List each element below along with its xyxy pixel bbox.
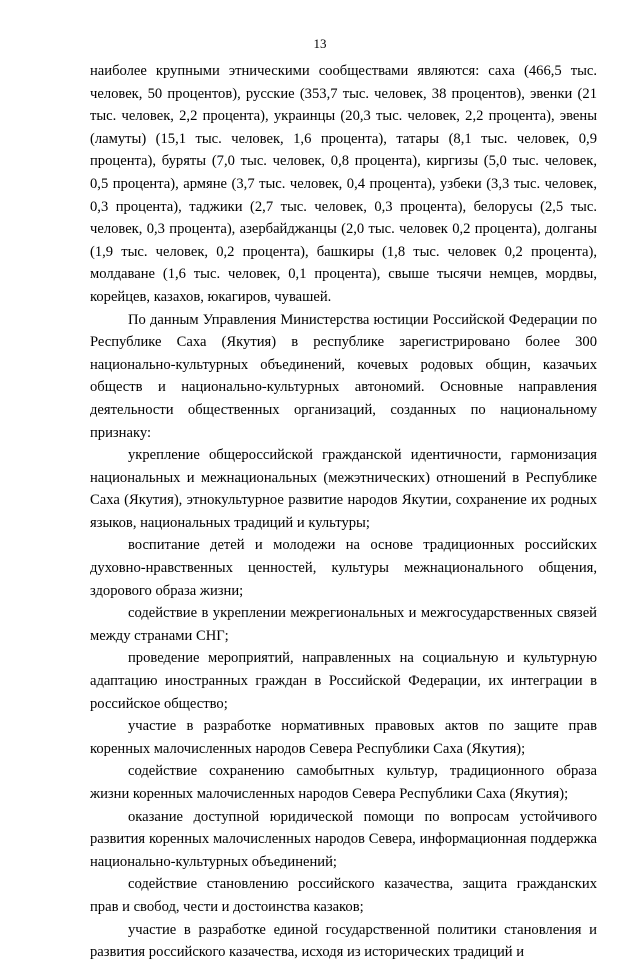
page-number: 13 [313, 36, 327, 51]
paragraph: участие в разработке единой государственной политики становления и развития российского казачества, исходя из исторических традиций и [90, 921, 597, 961]
body-text [90, 60, 597, 964]
paragraph: укрепление общероссийской гражданской идентичности, гармонизация национальных и межнациональных (межэтнических) отношений в Республике Саха (Якутия), этнокультурное развитие народов Якутии, сохранение их родных языков, национальных традиций и культуры; [90, 447, 597, 531]
paragraph: содействие сохранению самобытных культур, традиционного образа жизни коренных малочисленных народов Севера Республики Саха (Якутия); [90, 763, 597, 802]
paragraph: проведение мероприятий, направленных на социальную и культурную адаптацию иностранных граждан в Российской Федерации, их интеграции в российское общество; [90, 650, 597, 712]
paragraph: содействие становлению российского казачества, защита гражданских прав и свобод, чести и достоинства казаков; [90, 876, 597, 915]
paragraph: воспитание детей и молодежи на основе традиционных российских духовно-нравственных ценностей, культуры межнационального общения, здорового образа жизни; [90, 537, 597, 599]
paragraph: наиболее крупными этническими сообществами являются: саха (466,5 тыс. человек, 50 процентов), русские (353,7 тыс. человек, 38 процентов), эвенки (21 тыс. человек, 2,2 процента), украинцы (20,3 тыс. человек, 2,2 процента), эвены (ламуты) (15,1 тыс. человек, 1,6 процента), татары (8,1 тыс. человек, 0,9 процента), буряты (7,0 тыс. человек, 0,8 процента), киргизы (5,0 тыс. человек, 0,5 процента), армяне (3,7 тыс. человек, 0,4 процента), узбеки (3,3 тыс. человек, 0,3 процента), таджики (2,7 тыс. человек, 0,3 процента), белорусы (2,5 тыс. человек, 0,3 процента), азербайджанцы (2,0 тыс. человек 0,2 процента), долганы (1,9 тыс. человек, 0,2 процента), башкиры (1,8 тыс. человек 0,2 процента), молдаване (1,6 тыс. человек, 0,1 процента), свыше тысячи немцев, мордвы, корейцев, казахов, юкагиров, чувашей. [90, 63, 597, 305]
paragraph: оказание доступной юридической помощи по вопросам устойчивого развития коренных малочисленных народов Севера, информационная поддержка национально-культурных объединений; [90, 808, 597, 870]
paragraph: содействие в укреплении межрегиональных и межгосударственных связей между странами СНГ; [90, 605, 597, 644]
paragraph: По данным Управления Министерства юстиции Российской Федерации по Республике Саха (Якутия) в республике зарегистрировано более 300 национально-культурных объединений, кочевых родовых общин, казачьих обществ и национально-культурных автономий. Основные направления деятельности общественных организаций, созданных по национальному признаку: [90, 311, 597, 441]
paragraph: участие в разработке нормативных правовых актов по защите прав коренных малочисленных народов Севера Республики Саха (Якутия); [90, 718, 597, 757]
